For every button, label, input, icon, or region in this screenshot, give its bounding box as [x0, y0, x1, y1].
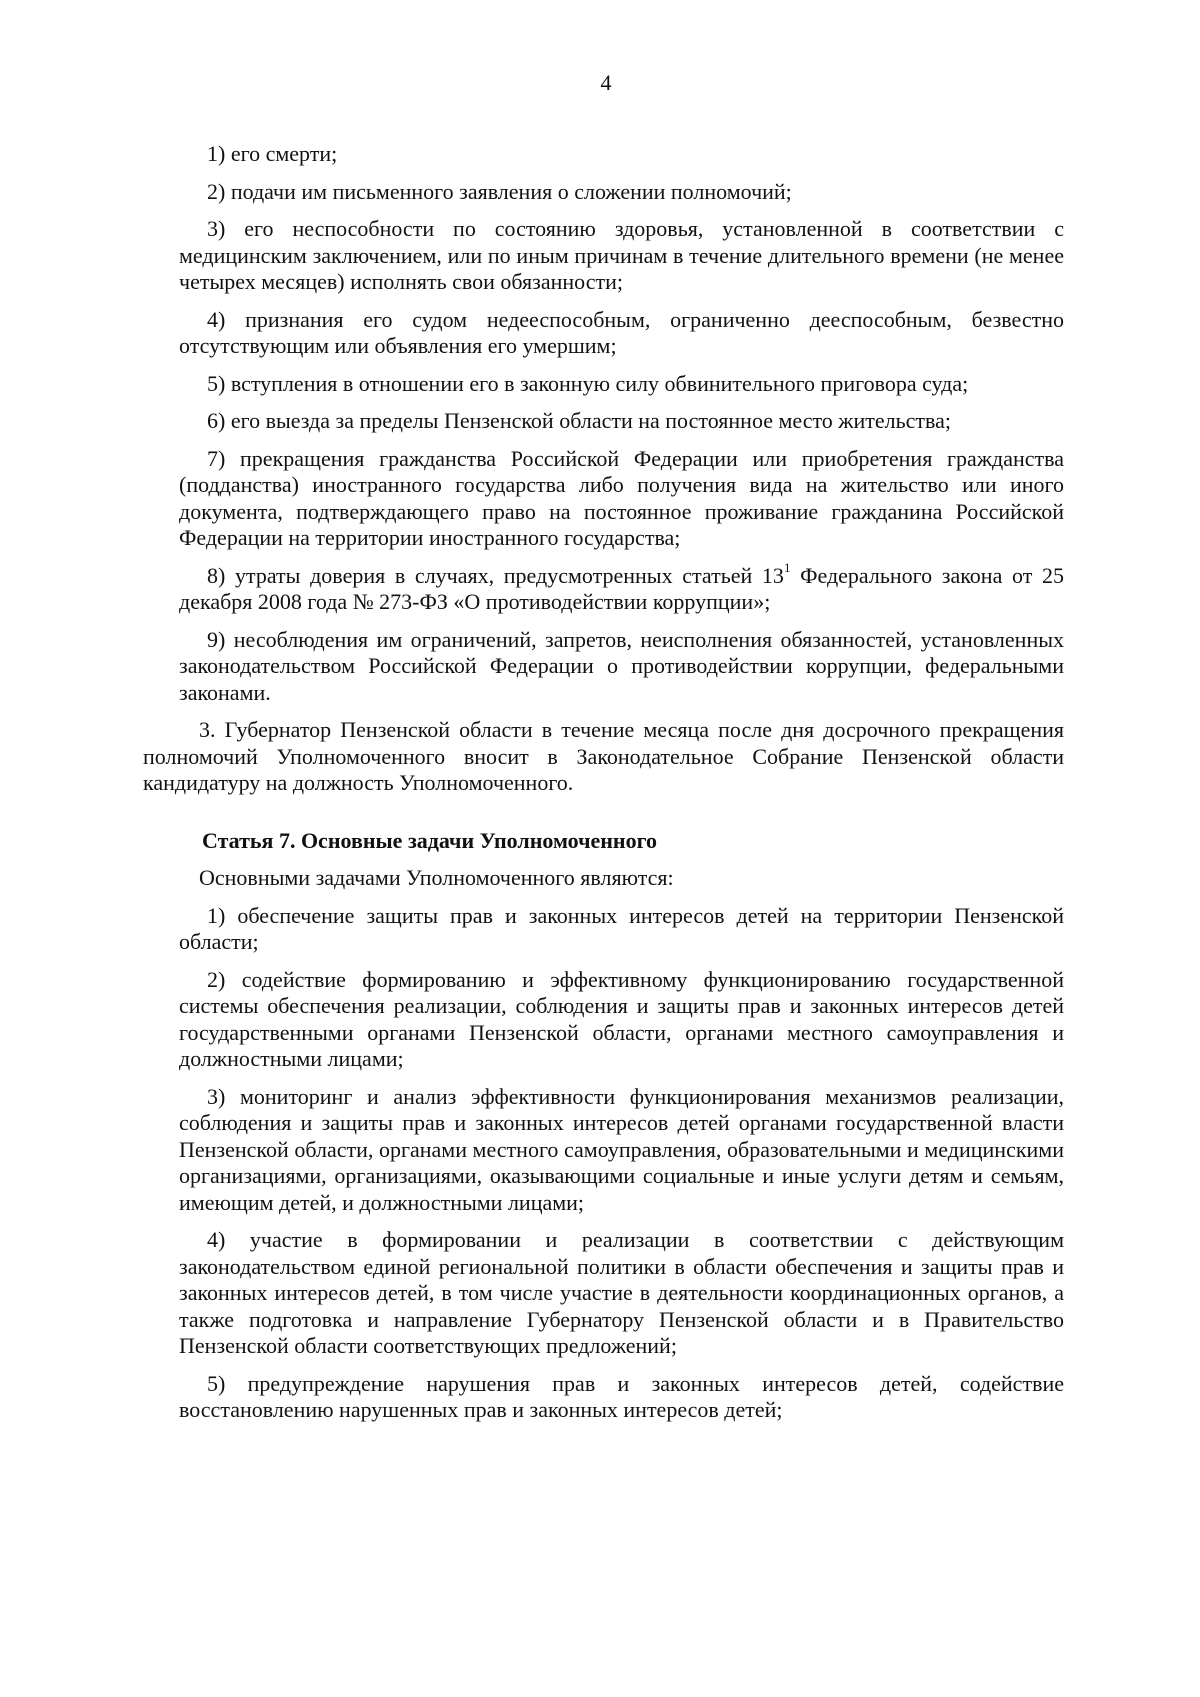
list-item: 3) его неспособности по состоянию здоровья, установленной в соответствии с медицинским заключением, или по иным причинам в течение длительного времени (не менее четырех месяцев) исполнять свои обязанности;	[179, 216, 1064, 294]
list-item: 6) его выезда за пределы Пензенской области на постоянное место жительства;	[207, 408, 952, 433]
list-item: 5) предупреждение нарушения прав и законных интересов детей, содействие восстановлению нарушенных прав и законных интересов детей;	[179, 1370, 1064, 1422]
list-item: 4) участие в формировании и реализации в соответствии с действующим законодательством единой региональной политики в области обеспечения и защиты прав и законных интересов детей, в том числе участие в деятельности координационных органов, а также подготовка и направление Губернатору Пензенской области и в Правительство Пензенской области соответствующих предложений;	[179, 1227, 1064, 1358]
list-item: 2) подачи им письменного заявления о сложении полномочий;	[207, 178, 792, 204]
list-item-8-text-after: Федерального закона от 25 декабря 2008 года № 273-ФЗ «О противодействии коррупции»;	[179, 562, 1064, 614]
list-item: 9) несоблюдения им ограничений, запретов, неисполнения обязанностей, установленных законодательством Российской Федерации о противодействии коррупции, федеральными законами.	[179, 626, 1064, 705]
article-7-intro: Основными задачами Уполномоченного являются:	[199, 865, 674, 890]
list-item: 7) прекращения гражданства Российской Федерации или приобретения гражданства (подданства) иностранного государства либо получения вида на жительство или иного документа, подтверждающего право на постоянное проживание гражданина Российской Федерации на территории иностранного государства;	[179, 445, 1064, 550]
list-item: 1) его смерти;	[207, 141, 338, 166]
document-body	[143, 141, 1064, 1435]
list-item-8	[179, 560, 1064, 616]
paragraph-3: 3. Губернатор Пензенской области в течение месяца после дня досрочного прекращения полномочий Уполномоченного вносит в Законодательное Собрание Пензенской области кандидатуру на должность Уполномоченного.	[143, 717, 1064, 795]
list-item-8-text-before: 8) утраты доверия в случаях, предусмотренных статьей 13	[207, 562, 784, 588]
article-superscript: 1	[783, 560, 791, 576]
list-item: 4) признания его судом недееспособным, ограниченно дееспособным, безвестно отсутствующим или объявления его умершим;	[179, 306, 1064, 358]
list-item: 2) содействие формированию и эффективному функционированию государственной системы обеспечения реализации, соблюдения и защиты прав и законных интересов детей государственными органами Пензенской области, органами местного самоуправления и должностными лицами;	[179, 966, 1064, 1071]
list-item: 5) вступления в отношении его в законную силу обвинительного приговора суда;	[207, 370, 969, 396]
list-item: 1) обеспечение защиты прав и законных интересов детей на территории Пензенской области;	[179, 902, 1064, 954]
list-item: 3) мониторинг и анализ эффективности функционирования механизмов реализации, соблюдения и защиты прав и законных интересов детей органами государственной власти Пензенской области, органами местного самоуправления, образовательными и медицинскими организациями, организациями, оказывающими социальные и иные услуги детям и семьям, имеющим детей, и должностными лицами;	[179, 1083, 1064, 1215]
page-number: 4	[600, 70, 612, 95]
article-7-heading: Статья 7. Основные задачи Уполномоченного	[202, 827, 658, 853]
